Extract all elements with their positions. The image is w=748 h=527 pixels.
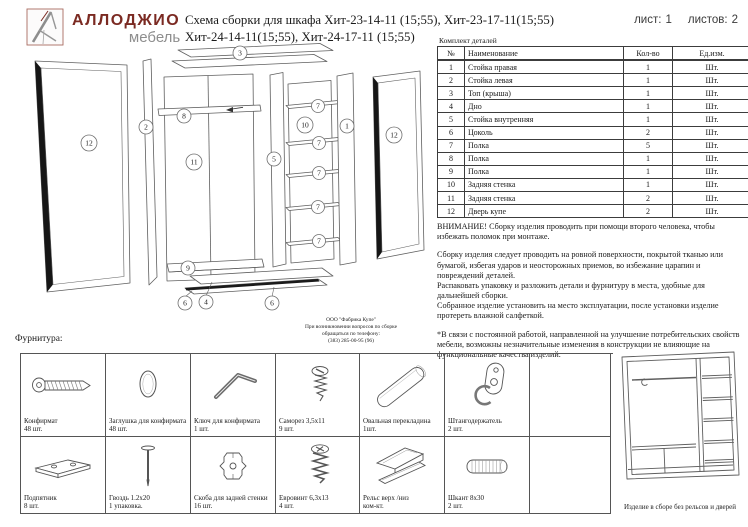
dowel-icon	[445, 437, 529, 494]
foot-plate-icon	[21, 437, 105, 494]
cell-num: 6	[438, 126, 465, 139]
svg-text:11: 11	[190, 157, 198, 167]
hardware-cell-hex-key	[191, 354, 276, 437]
parts-table	[437, 46, 748, 218]
table-row	[438, 126, 748, 139]
cell-unit: Шт.	[673, 165, 748, 178]
cell-unit: Шт.	[673, 74, 748, 87]
callout-bottom	[199, 295, 213, 309]
hardware-cell-cap	[106, 354, 191, 437]
callout-left-door	[81, 135, 97, 151]
hardware-section-title: Фурнитура:	[15, 334, 63, 344]
hardware-item-name: Штангодержатель	[448, 416, 502, 425]
cell-qty: 1	[624, 60, 673, 74]
brand-name: АЛЛОДЖИО	[72, 12, 181, 29]
table-row	[438, 60, 748, 74]
hardware-item-qty: 48 шт.	[24, 425, 43, 434]
svg-text:12: 12	[85, 138, 93, 148]
svg-text:6: 6	[270, 298, 274, 308]
cell-num: 3	[438, 87, 465, 100]
callout-top-panel	[233, 46, 247, 60]
col-header-name: Наименование	[465, 47, 624, 61]
cell-name: Дно	[465, 100, 624, 113]
hardware-item-qty: 4 шт.	[279, 502, 294, 511]
hardware-cell-dowel	[445, 437, 530, 514]
table-row	[438, 87, 748, 100]
hardware-item-qty: 1 упаковка.	[109, 502, 143, 511]
sheet-value: 1	[665, 14, 672, 26]
callout-shelf-7	[313, 137, 326, 150]
warning-text: ВНИМАНИЕ! Сборку изделия проводить при помощи второго человека, чтобы избежать поломок при монтаже.	[437, 222, 715, 242]
table-row	[438, 165, 748, 178]
cell-qty: 1	[624, 152, 673, 165]
col-header-unit: Ед.изм.	[673, 47, 748, 61]
callout-right-side	[340, 119, 354, 133]
hardware-item-qty: 9 шт.	[279, 425, 294, 434]
svg-text:9: 9	[186, 263, 190, 273]
cell-qty: 1	[624, 178, 673, 191]
assembled-product-figure	[612, 348, 748, 511]
cell-name: Полка	[465, 165, 624, 178]
cell-name: Цоколь	[465, 126, 624, 139]
cell-unit: Шт.	[673, 60, 748, 74]
table-row	[438, 152, 748, 165]
cell-qty: 1	[624, 113, 673, 126]
svg-text:7: 7	[317, 236, 321, 246]
cell-unit: Шт.	[673, 126, 748, 139]
cell-qty: 2	[624, 192, 673, 205]
svg-text:7: 7	[317, 168, 321, 178]
callout-shelf-7	[313, 167, 326, 180]
svg-text:8: 8	[182, 111, 186, 121]
factory-phone: (383) 285-00-95 (96)	[328, 338, 374, 345]
hardware-item-qty: 2 шт.	[448, 425, 463, 434]
hardware-item-qty: 8 шт.	[24, 502, 39, 511]
table-row	[438, 74, 748, 87]
table-row	[438, 178, 748, 191]
note-paragraph: Собранное изделие установить на место эксплуатации, после установки изделие протереть влажной салфеткой.	[437, 301, 719, 321]
parts-list-title: Комплект деталей	[439, 36, 497, 45]
cell-num: 10	[438, 178, 465, 191]
hardware-cell-nail	[106, 437, 191, 514]
cell-num: 8	[438, 152, 465, 165]
hardware-cell-oval-rail	[360, 354, 445, 437]
cap-icon	[106, 354, 190, 417]
svg-text:12: 12	[390, 130, 398, 140]
callout-back-panel-10	[297, 117, 313, 133]
table-row	[438, 100, 748, 113]
sheets-label: листов:	[687, 14, 728, 26]
hardware-cell-confirmat	[21, 354, 106, 437]
cell-qty: 2	[624, 126, 673, 139]
cell-num: 9	[438, 165, 465, 178]
hardware-item-name: Подпятник	[24, 493, 57, 502]
hardware-cell-empty	[530, 354, 611, 437]
assembled-wardrobe-drawing	[612, 348, 748, 496]
oval-rail-icon	[360, 354, 444, 417]
screw-icon	[276, 354, 359, 417]
callout-back-panel-11	[186, 154, 202, 170]
callout-shelf-7	[312, 201, 325, 214]
assembled-caption: Изделие в сборе без рельсов и дверей	[623, 503, 737, 511]
hardware-item-name: Евровинт 6,3х13	[279, 493, 329, 502]
factory-note-line: При возникновении вопросов по сборке	[304, 324, 398, 331]
table-row	[438, 139, 748, 152]
hardware-cell-empty	[530, 437, 611, 514]
sheet-label: лист:	[634, 14, 662, 26]
cell-name: Полка	[465, 152, 624, 165]
hardware-item-qty: 1 шт.	[194, 425, 209, 434]
hardware-item-name: Конфирмат	[24, 416, 58, 425]
hardware-item-name: Саморез 3,5х11	[279, 416, 325, 425]
table-row	[438, 205, 748, 218]
brand-subtitle: мебель	[128, 29, 181, 46]
svg-text:1: 1	[345, 121, 349, 131]
hardware-item-qty: 48 шт.	[109, 425, 128, 434]
hardware-cell-rail-holder	[445, 354, 530, 437]
svg-text:7: 7	[316, 101, 320, 111]
cell-qty: 1	[624, 100, 673, 113]
factory-note-line: обращаться по телефону:	[322, 331, 380, 338]
hex-key-icon	[191, 354, 275, 417]
col-header-num: №	[438, 47, 465, 61]
cell-unit: Шт.	[673, 205, 748, 218]
callout-plinth	[178, 296, 192, 310]
note-paragraph: Распаковать упаковку и разложить детали и фурнитуру в места, удобные для дальнейшей сборки.	[437, 280, 705, 301]
col-header-qty: Кол-во	[624, 47, 673, 61]
cell-qty: 5	[624, 139, 673, 152]
euro-screw-icon	[276, 437, 359, 494]
rail-holder-icon	[445, 354, 529, 417]
hardware-item-name: Гвоздь 1.2х20	[109, 493, 150, 502]
hardware-item-name: Шкант 8х30	[448, 493, 485, 502]
factory-name: ООО "Фабрика Купе"	[326, 317, 376, 323]
cell-num: 11	[438, 192, 465, 205]
hardware-cell-foot-plate	[21, 437, 106, 514]
callout-shelf-9	[181, 261, 195, 275]
cell-name: Стойка внутренняя	[465, 113, 624, 126]
svg-text:6: 6	[183, 298, 187, 308]
cell-unit: Шт.	[673, 113, 748, 126]
callout-partition	[267, 152, 281, 166]
cell-unit: Шт.	[673, 152, 748, 165]
nail-icon	[106, 437, 190, 494]
cell-unit: Шт.	[673, 100, 748, 113]
cell-unit: Шт.	[673, 192, 748, 205]
cell-unit: Шт.	[673, 87, 748, 100]
callout-shelf-7	[313, 235, 326, 248]
table-row	[438, 113, 748, 126]
hardware-grid	[20, 353, 613, 514]
exploded-assembly-diagram	[15, 40, 440, 325]
note-paragraph: *В связи с постоянной работой, направленной на улучшение потребительских свойств мебели, возможны незначительные изменения в конструкции не влияющие на функциональные качества изделий.	[437, 329, 740, 359]
cell-unit: Шт.	[673, 178, 748, 191]
cell-name: Задняя стенка	[465, 178, 624, 191]
svg-text:7: 7	[316, 202, 320, 212]
hardware-item-qty: 16 шт.	[194, 502, 213, 511]
hardware-cell-back-panel-bracket	[191, 437, 276, 514]
hardware-cell-rail-profile	[360, 437, 445, 514]
svg-text:7: 7	[317, 138, 321, 148]
svg-text:3: 3	[238, 48, 242, 58]
hardware-item-qty: 2 шт.	[448, 502, 463, 511]
cell-num: 4	[438, 100, 465, 113]
hardware-item-qty: ком-кт.	[363, 502, 384, 511]
svg-text:2: 2	[144, 122, 148, 132]
callout-plinth	[265, 296, 279, 310]
cell-num: 5	[438, 113, 465, 126]
back-panel-bracket-icon	[191, 437, 275, 494]
cell-qty: 1	[624, 74, 673, 87]
cell-qty: 2	[624, 205, 673, 218]
hardware-item-name: Рельс верх /низ	[363, 493, 409, 502]
callout-right-door	[386, 127, 402, 143]
factory-contact-note	[266, 317, 436, 345]
cell-qty: 1	[624, 165, 673, 178]
cell-name: Задняя стенка	[465, 192, 624, 205]
hardware-item-name: Овальная перекладина	[363, 416, 431, 425]
hardware-item-name: Скоба для задней стенки	[194, 493, 268, 502]
assembly-notes	[437, 222, 743, 360]
sheet-info	[630, 14, 738, 26]
rail-profile-icon	[360, 437, 444, 494]
confirmat-screw-icon	[21, 354, 105, 417]
hardware-item-qty: 1шт.	[363, 425, 377, 434]
callout-left-side	[139, 120, 153, 134]
cell-name: Топ (крыша)	[465, 87, 624, 100]
parts-list	[437, 36, 745, 218]
cell-unit: Шт.	[673, 139, 748, 152]
callout-shelf-8	[177, 109, 191, 123]
svg-text:5: 5	[272, 154, 276, 164]
hardware-cell-screw	[276, 354, 360, 437]
sheets-value: 2	[731, 14, 738, 26]
cell-qty: 1	[624, 87, 673, 100]
hardware-cell-euro-screw	[276, 437, 360, 514]
cell-name: Дверь купе	[465, 205, 624, 218]
cell-name: Стойка левая	[465, 74, 624, 87]
cell-name: Стойка правая	[465, 60, 624, 74]
title-line-2: Хит-24-14-11(15;55), Хит-24-17-11 (15;55)	[185, 30, 415, 45]
cell-num: 12	[438, 205, 465, 218]
cell-num: 7	[438, 139, 465, 152]
table-row	[438, 192, 748, 205]
cell-name: Полка	[465, 139, 624, 152]
title-line-1: Схема сборки для шкафа Хит-23-14-11 (15;55), Хит-23-17-11(15;55)	[185, 13, 555, 27]
hardware-item-name: Заглушка для конфирмата	[109, 416, 187, 425]
svg-text:4: 4	[204, 297, 208, 307]
note-paragraph: Сборку изделия следует проводить на ровной поверхности, покрытой тканью или бумагой, избегая ударов и неосторожных приемов, во избежание царапин и повреждений деталей.	[437, 250, 723, 280]
hardware-item-name: Ключ для конфирмата	[194, 416, 260, 425]
cell-num: 2	[438, 74, 465, 87]
callout-shelf-7	[312, 100, 325, 113]
parts-table-header	[438, 47, 748, 61]
svg-text:10: 10	[301, 120, 309, 130]
cell-num: 1	[438, 60, 465, 74]
